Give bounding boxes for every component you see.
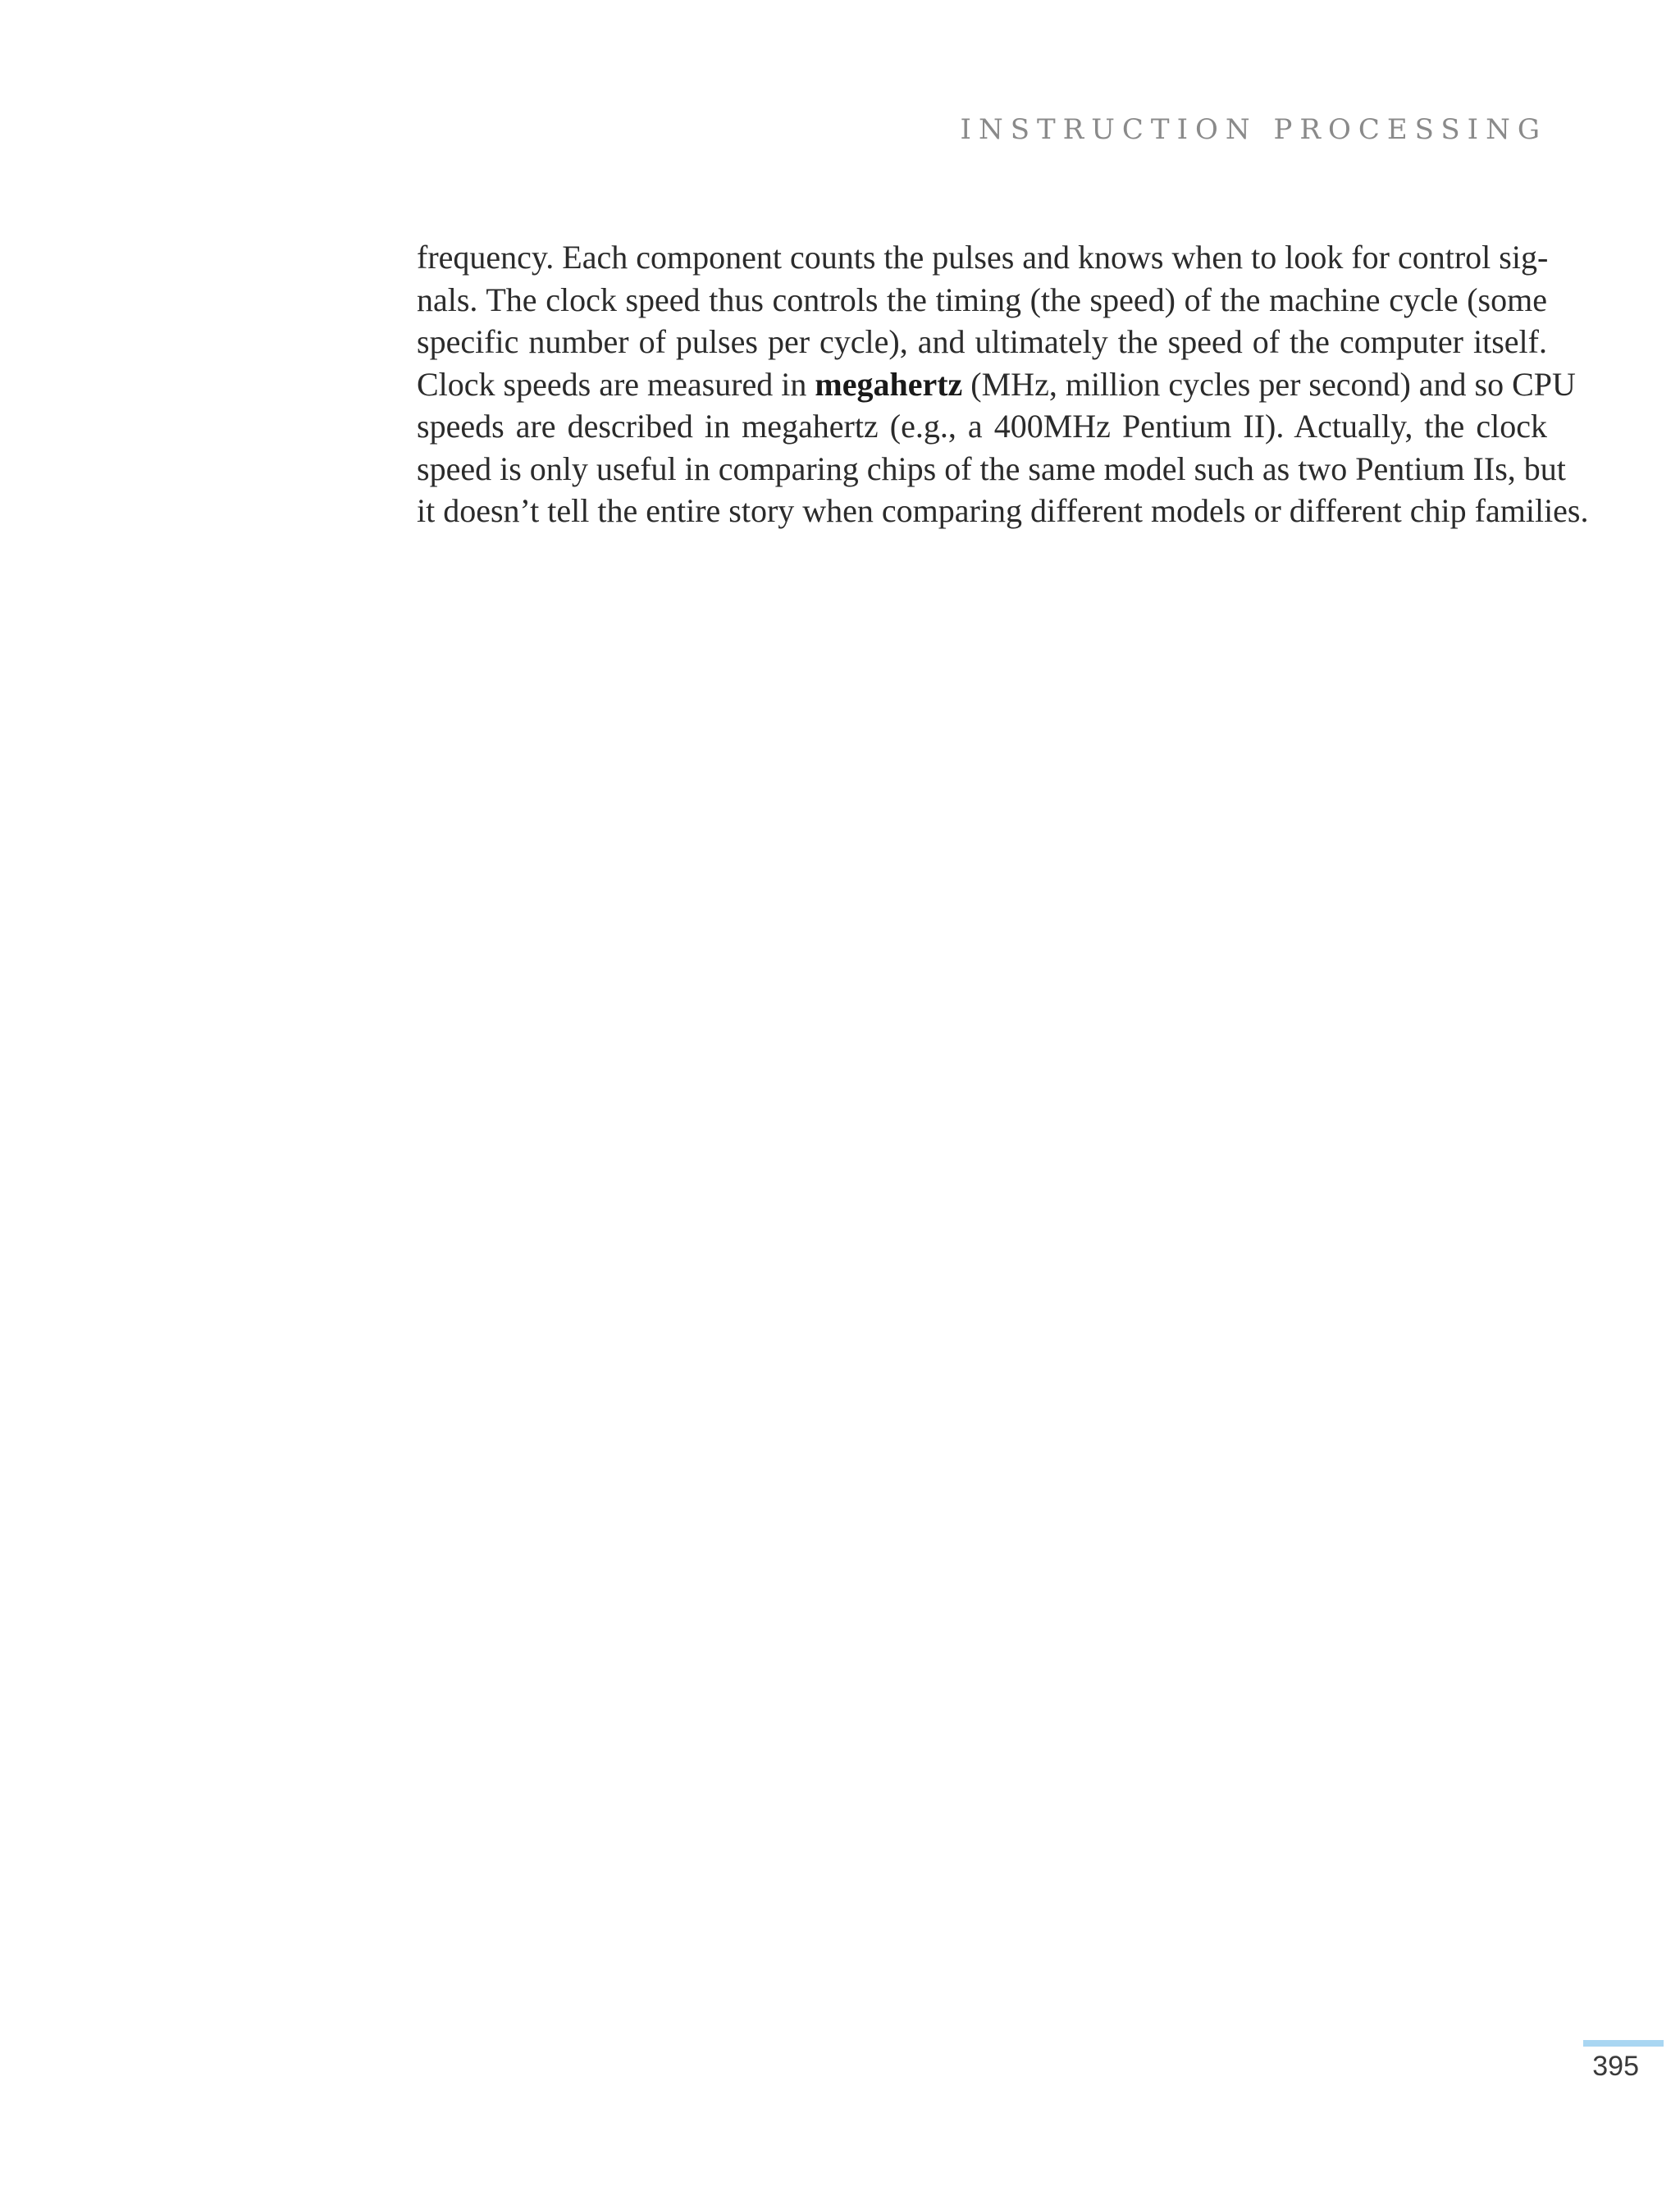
body-line-text: (MHz, million cycles per second) and so CPU: [962, 365, 1576, 403]
body-paragraph: [417, 236, 1589, 532]
running-head: INSTRUCTION PROCESSING: [960, 113, 1547, 146]
body-line: specific number of pulses per cycle), and ultimately the speed of the computer itself.: [417, 323, 1547, 360]
body-line-text: Clock speeds are measured in: [417, 365, 815, 403]
body-line: [417, 363, 1576, 406]
body-line: speeds are described in megahertz (e.g., a 400MHz Pentium II). Actually, the clock: [417, 408, 1547, 445]
page-number: 395: [1592, 2051, 1639, 2082]
body-line: frequency. Each component counts the pulses and knows when to look for control sig-: [417, 239, 1549, 276]
body-line: it doesn’t tell the entire story when comparing different models or different chip families.: [417, 492, 1589, 529]
page-number-accent-bar: [1583, 2040, 1664, 2047]
body-line: nals. The clock speed thus controls the timing (the speed) of the machine cycle (some: [417, 281, 1547, 318]
body-line: speed is only useful in comparing chips of the same model such as two Pentium IIs, but: [417, 450, 1566, 487]
bold-term: megahertz: [815, 365, 963, 403]
